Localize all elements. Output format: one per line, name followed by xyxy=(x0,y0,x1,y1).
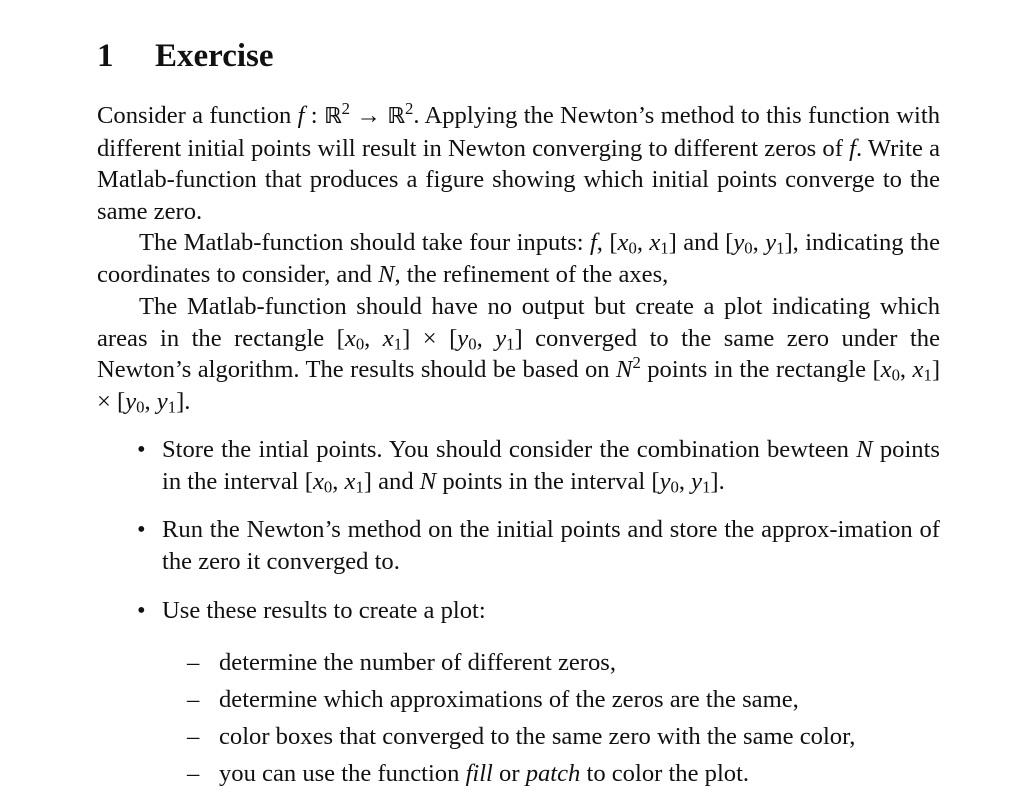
text: to color the plot. xyxy=(580,759,750,787)
subscript: 0 xyxy=(323,477,333,497)
sub-list-item xyxy=(162,644,940,681)
text: . Write a Matlab-function that produces a figure showing which initial points converge to the same zero. xyxy=(97,134,941,226)
math-x: x xyxy=(344,467,356,495)
text: , xyxy=(636,229,650,256)
list-item xyxy=(97,514,940,577)
math-N: N xyxy=(419,467,437,495)
text: ] and xyxy=(363,467,420,495)
subscript: 1 xyxy=(167,397,177,417)
text: points in the rectangle [ xyxy=(640,356,881,384)
text: , xyxy=(678,467,692,495)
text: : xyxy=(304,102,324,129)
text: The Matlab-function should have no output but create a plot indicating which areas in the rectangle [ xyxy=(97,293,940,352)
bullet-marker: • xyxy=(137,516,146,544)
math-f: f xyxy=(297,102,305,129)
sub-list-item xyxy=(162,755,940,792)
text: determine the number of different zeros, xyxy=(219,648,616,676)
text: ]. xyxy=(176,388,191,416)
subscript: 1 xyxy=(660,238,669,258)
sub-list-item xyxy=(162,718,940,755)
text: points in the interval [ xyxy=(436,467,660,495)
text: Use these results to create a plot: xyxy=(162,596,486,624)
math-x: x xyxy=(382,324,394,352)
math-fill: fill xyxy=(465,759,493,787)
subscript: 0 xyxy=(136,397,145,417)
text: The Matlab-function should take four inputs: xyxy=(139,229,590,256)
task-list xyxy=(97,434,940,792)
math-y: y xyxy=(156,388,168,416)
bullet-marker: • xyxy=(137,596,146,624)
text: , xyxy=(332,467,345,495)
text: indicating the coordinates to consider, and xyxy=(97,229,941,288)
text: points in the interval [ xyxy=(162,436,940,495)
subscript: 0 xyxy=(628,238,637,258)
math-reals: ℝ xyxy=(323,103,342,129)
paragraph-output xyxy=(97,291,940,418)
text: , xyxy=(476,324,496,352)
text: or xyxy=(492,759,526,787)
text: Run the Newton’s method on the initial points and store the approx-imation of the zero it converged to. xyxy=(162,516,940,576)
math-y: y xyxy=(691,467,703,495)
math-x: x xyxy=(344,324,356,352)
math-N: N xyxy=(378,260,395,288)
dash-marker: – xyxy=(187,685,200,713)
text: , xyxy=(752,229,766,256)
superscript: 2 xyxy=(341,98,351,118)
math-N: N xyxy=(856,436,873,463)
paragraph-inputs xyxy=(97,227,940,290)
list-item xyxy=(97,434,940,497)
subscript: 0 xyxy=(891,365,900,385)
text: , the refinement of the axes, xyxy=(394,260,669,288)
sub-list xyxy=(162,644,940,792)
text: ] × [ xyxy=(97,356,941,416)
math-y: y xyxy=(125,388,137,416)
math-patch: patch xyxy=(525,759,581,787)
math-x: x xyxy=(312,467,324,495)
paragraph-intro xyxy=(97,100,940,228)
subscript: 0 xyxy=(670,477,679,497)
text: color boxes that converged to the same zero with the same color, xyxy=(219,722,856,750)
dash-marker: – xyxy=(187,722,200,750)
math-y: y xyxy=(495,324,507,352)
subscript: 1 xyxy=(923,365,932,385)
superscript: 2 xyxy=(405,98,414,118)
section-number: 1 xyxy=(97,38,114,74)
subscript: 1 xyxy=(393,334,403,354)
section-heading xyxy=(97,36,274,76)
section-title: Exercise xyxy=(155,38,274,74)
subscript: 1 xyxy=(355,477,364,497)
math-y: y xyxy=(765,229,777,256)
text: , [ xyxy=(596,229,618,256)
math-N: N xyxy=(616,356,633,384)
math-reals: ℝ xyxy=(387,103,405,129)
math-x: x xyxy=(912,356,924,384)
text: Consider a function xyxy=(97,102,298,129)
math-y: y xyxy=(733,229,745,256)
superscript: 2 xyxy=(632,353,641,373)
math-x: x xyxy=(617,229,629,256)
text: ]. xyxy=(710,467,725,495)
text: , xyxy=(899,356,913,384)
subscript: 1 xyxy=(506,334,515,354)
text: Store the intial points. You should consider the combination bewteen xyxy=(162,436,857,463)
text: , xyxy=(144,388,157,416)
subscript: 1 xyxy=(702,477,711,497)
math-x: x xyxy=(649,229,661,256)
text: ] converged to the same zero under the Newton’s algorithm. The results should be based on xyxy=(97,324,941,384)
text: ] and [ xyxy=(668,229,734,256)
math-f: f xyxy=(849,134,856,162)
text: you can use the function xyxy=(219,759,466,787)
text: , xyxy=(364,324,383,352)
bullet-marker: • xyxy=(137,436,146,463)
dash-marker: – xyxy=(187,648,200,676)
math-arrow: → xyxy=(350,102,388,129)
text: ], xyxy=(784,229,799,256)
subscript: 0 xyxy=(355,334,365,354)
subscript: 1 xyxy=(776,238,785,258)
dash-marker: – xyxy=(187,759,200,787)
list-item xyxy=(97,595,940,792)
math-x: x xyxy=(880,356,892,384)
subscript: 0 xyxy=(468,334,477,354)
text: determine which approximations of the zeros are the same, xyxy=(219,685,799,713)
subscript: 0 xyxy=(744,238,753,258)
math-f: f xyxy=(589,229,597,256)
math-y: y xyxy=(659,467,671,495)
sub-list-item xyxy=(162,681,940,718)
text: . Applying the Newton’s method to this function with different initial points will result in Newton converging to different zeros of xyxy=(97,102,941,162)
text: ] × [ xyxy=(402,324,458,352)
math-y: y xyxy=(457,324,469,352)
